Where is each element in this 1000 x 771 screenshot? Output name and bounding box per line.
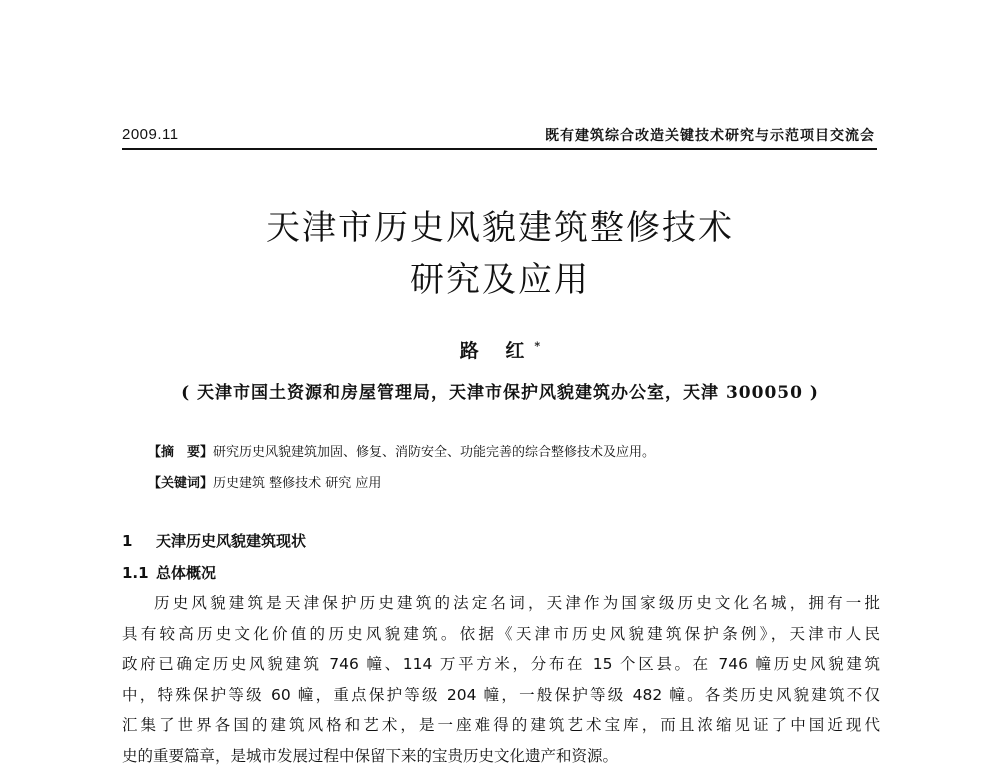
paragraph-line: 具有较高历史文化价值的历史风貌建筑。依据《天津市历史风貌建筑保护条例》，天津市人民 — [122, 619, 880, 650]
abstract — [148, 441, 655, 460]
section-heading-1 — [122, 530, 306, 551]
paper-title-line-1: 天津市历史风貌建筑整修技术 — [0, 200, 1000, 249]
paragraph-line: 汇集了世界各国的建筑风格和艺术，是一座难得的建筑艺术宝库，而且浓缩见证了中国近现代 — [122, 710, 880, 741]
section-heading-1-1 — [122, 562, 216, 583]
paper-title-line-2: 研究及应用 — [0, 252, 1000, 301]
abstract-text: 研究历史风貌建筑加固、修复、消防安全、功能完善的综合整修技术及应用。 — [213, 445, 655, 460]
paragraph-line: 政府已确定历史风貌建筑 746 幢、114 万平方米，分布在 15 个区县。在 746 幢历史风貌建筑 — [122, 649, 880, 680]
keywords-label: 【关键词】 — [148, 476, 213, 491]
author — [0, 336, 1000, 363]
paragraph-line: 历史风貌建筑是天津保护历史建筑的法定名词，天津作为国家级历史文化名城，拥有一批 — [122, 588, 880, 619]
body-paragraph — [122, 588, 880, 771]
section-number: 1.1 — [122, 564, 156, 582]
header-date: 2009.11 — [122, 126, 179, 143]
section-title: 总体概况 — [156, 564, 216, 582]
header-journal-title: 既有建筑综合改造关键技术研究与示范项目交流会 — [545, 125, 875, 145]
affiliation: ( 天津市国土资源和房屋管理局，天津市保护风貌建筑办公室，天津 300050 ) — [0, 378, 1000, 403]
keywords — [148, 472, 381, 491]
header-rule — [122, 148, 877, 150]
author-name: 路 红 — [460, 340, 535, 362]
abstract-label: 【摘 要】 — [148, 445, 213, 460]
author-footnote-mark: * — [534, 340, 540, 353]
keywords-text: 历史建筑 整修技术 研究 应用 — [213, 476, 381, 491]
section-title: 天津历史风貌建筑现状 — [156, 532, 306, 550]
paragraph-line: 史的重要篇章，是城市发展过程中保留下来的宝贵历史文化遗产和资源。 — [122, 741, 880, 771]
paragraph-line: 中，特殊保护等级 60 幢，重点保护等级 204 幢，一般保护等级 482 幢。各类历史风貌建筑不仅 — [122, 680, 880, 711]
section-number: 1 — [122, 532, 156, 550]
